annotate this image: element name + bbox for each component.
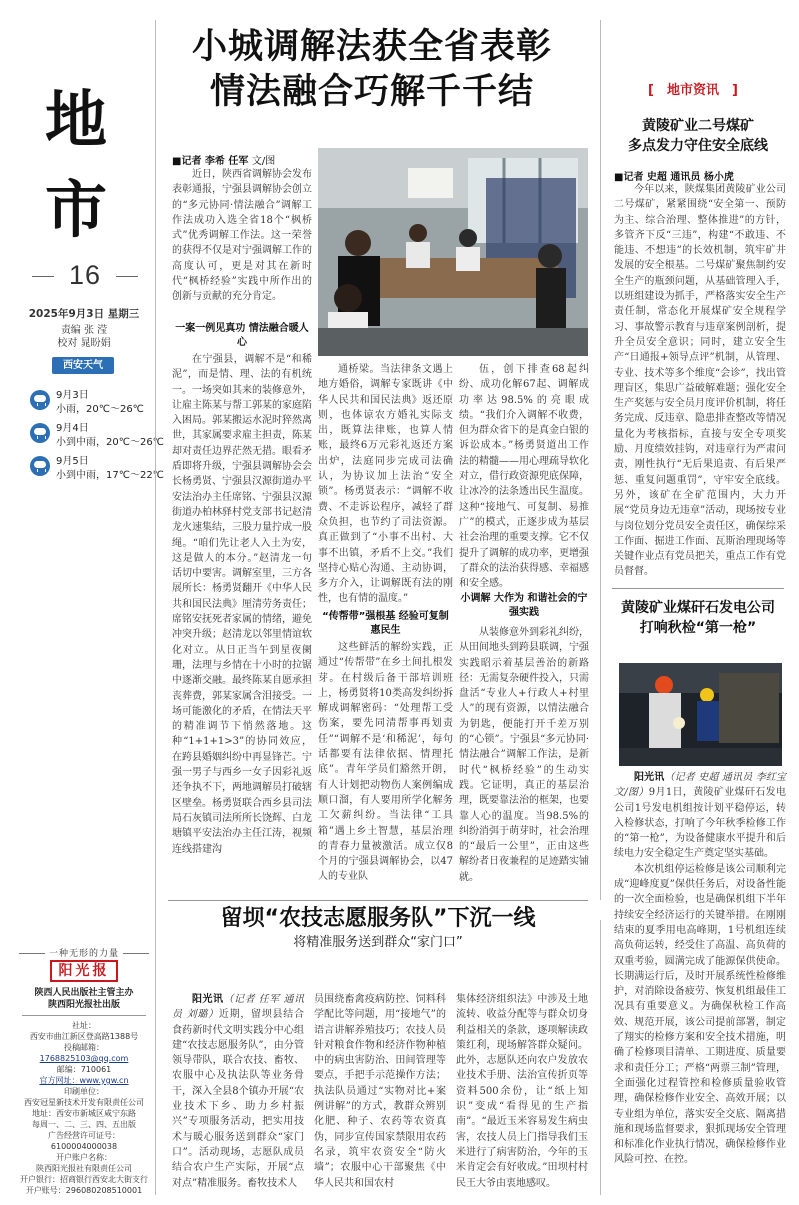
bottom-headline: 留坝“农技志愿服务队”下沉一线	[220, 906, 536, 931]
divider	[612, 588, 784, 589]
bottom-subheadline: 将精准服务送到群众“家门口”	[293, 935, 463, 950]
weather-desc: 小到中雨，17℃～22℃	[56, 470, 164, 481]
bottom-body-col1	[172, 992, 304, 1195]
proof-line: 校对 晁盼娟	[57, 338, 111, 349]
bottom-col1-text: 近期，留坝县结合食药新时代文明实践分中心组建“农技志愿服务队”，由分管领导带队，联合农技、畜牧、农服中心及执法队等业务骨干，深入全县8个镇办开展“农业技术下乡、助力乡村振兴”专项服务活动，把实用技术与暖心服务送到群众“家门口”。活动现场，志愿队成员结合农户生产实际，开展“点对点”精准服务。畜牧技术人	[172, 1009, 304, 1189]
editor-line: 责编 张 滢	[60, 325, 108, 336]
lead-subhead-3: 小调解 大作为 和谐社会的宁强实践	[460, 593, 588, 618]
imprint-line: 开户账号：296080208510001	[25, 1186, 143, 1195]
byline-reporters: ■记者 李希 任军	[172, 156, 249, 167]
news2-body: 本次机组停运检修是该公司顺利完成“迎峰度夏”保供任务后，对设备性能的一次全面检验，也是确保机组下半年持续安全经济运行的关键举措。在刚刚结束的夏季用电高峰期，1号机组连续高负荷运转，经受住了高温、高负荷的双重考验，圆满完成了能源保供使命。长期满运行后，及时开展系统性检修维护，对消除设备疲劳、恢复机组最佳工况具有重要意义。为确保秋检工作高效、规范开展，该公司提前部署，制定了翔实的检修方案和安全技术措施，明确了检修项目清单、工期进度、质量要求和责任分工；严格“两票三制”管理，全面强化过程管控和检修质量验收管理，确保检修作业安全、高效开展；以专业组为单位，落实安全交底、隔离措施和现场监督要求，狠抓现场安全管理和标准化作业执行情况，确保检修作业风险可控、在控。	[614, 863, 786, 1166]
sponsor-line: 陕西阳光报社出版	[47, 1000, 120, 1010]
weather-date: 9月4日	[56, 423, 89, 434]
imprint-line: 6100004000038	[50, 1142, 118, 1151]
rain-cloud-icon	[30, 456, 50, 476]
lead-body-col3b: 从装修意外到彩礼纠纷，从田间地头到跨县联调，宁强实践昭示着基层善治的新路径：无需复杂硬件投入，只需盘活“专业人+行政人+村里人”的现有资源，以情法融合为钥匙，便能打开千差万别的“心锁”。宁强县“多元协同·情法融合”调解工作法，是新时代“枫桥经验”的生动实践。它证明，真正的基层治理，既要靠法治的框架，也要靠人心的温度。当98.5%的纠纷消弭于萌芽时，社会治理的“最后一公里”，正由这些解纷者日夜兼程的足迹踏实铺就。	[459, 627, 589, 883]
weather-day	[30, 386, 160, 418]
rain-cloud-icon	[30, 423, 50, 443]
news1-headline-line: 黄陵矿业二号煤矿	[642, 118, 754, 134]
weather-desc: 小到中雨，20℃～26℃	[56, 437, 164, 448]
lead-body-col1: 在宁强县，调解不是“和稀泥”，而是情、理、法的有机统一。一场突如其来的装修意外，让雇主陈某与帮工郭某的家庭陷入困局。郭某搬运水泥时猝然离世，其家属要求雇主担责，陈某却对责任边界茫然无措。眼看矛盾即将升级，宁强县调解协会会长杨勇贤、宁强县汉源街道办平安法治办主任席铭、宁强县汉源街道办柏林驿村党支部书记赵清龙火速集结，三股力量拧成一股绳。“咱们先让老人入土为安，这是做人的本分。”赵清龙一句话切中要害。调解室里，三方各展所长：杨勇贤翻开《中华人民共和国民法典》厘清劳务责任；席铭安抚死者家属的情绪，避免冲突升级；赵清龙以邻里情谊软化对立。从日正当午到星夜阑珊，法理与乡情在十小时的拉锯中逐渐交融。最终陈某自愿承担丧葬费，郭某家属含泪接受。一场可能激化的矛盾，在情法天平的精准调节下悄然落地。这种“1+1+1>3”的协同效应，在跨县婚姻纠纷中再显锋芒。宁强一男子与西乡一女子因彩礼返还争执不下，两地调解员打破辖区壁垒。杨勇贤联合西乡县司法局石灰镇司法所所长饶辉、白龙塘镇平安法治办主任江涛，视频连线搭建沟	[172, 354, 312, 855]
news1-body: 今年以来，陕煤集团黄陵矿业公司二号煤矿，紧紧围绕“安全第一、预防为主、综合治理、整体推进”的方针，多管齐下反“三违”，构建“不敢违、不能违、不想违”的长效机制，筑牢矿井发展的安全根基。二号煤矿聚焦制约安全生产的瓶颈问题，从基础管理入手，以班组建设为抓手，严格落实安全生产责任制，常态化开展煤矿安全规程学习、事故警示教育与违章案例剖析，提升全员安全意识；同时，建立安全生产“日通报+领导点评”机制，从管理、专业、技术等多个维度“会诊”，找出管理盲区，集思广益破解难题；强化安全生产奖惩与安全员月度评价机制，将任务完成、反违章、隐患排查整改等情况量化为考核指标，直接与安全专项奖励、月度绩效挂钩，对违章行为严肃问责，刚性执行“无后果追责、有后果严惩、重复问题重罚”，守牢安全底线。另外，该矿在全矿范围内，大力开展“党员身边无违章”活动，现场按专业与岗位划分党员安全责任区，确保综采工作面、掘进工作面、瓦斯治理现场等关键作业点有党员把关，重点工作有党员督督。	[614, 184, 786, 578]
weather-title: 西安天气	[52, 357, 114, 374]
imprint-block	[14, 1020, 154, 1196]
imprint-line: 印刷单位：	[64, 1087, 104, 1096]
bottom-body-col2: 员围绕畜禽疫病防控、饲料科学配比等问题，用“接地气”的语言讲解养殖技巧；农技人员针对粮食作物和经济作物种植中的病虫害防治、田间管理等要点，手把手示范操作方法；执法队员通过“实物对比+案例讲解”的方式，教群众辨别化肥、种子、农药等农资真伪，同步宣传国家禁限用农药名录，筑牢农资安全“防火墙”；农服中心干部聚焦《中华人民共和国农村	[314, 994, 446, 1189]
section-title-char-1: 地	[44, 83, 107, 156]
meeting-photo-svg	[318, 148, 588, 356]
maintenance-workers-photo	[619, 663, 782, 766]
column-divider	[600, 20, 601, 900]
weather-day	[30, 452, 164, 484]
column-divider	[600, 920, 601, 1195]
publisher-slogan: 一种无形的力量	[14, 946, 154, 959]
lead-headline	[156, 25, 588, 115]
imprint-line: 广告经营许可证号：	[48, 1131, 120, 1140]
news2-byline-note: （记者 史超 通讯员 李红宝 文/图）	[614, 772, 786, 799]
divider	[22, 1015, 146, 1016]
news2-headline	[612, 598, 784, 638]
news2-headline-line: 黄陵矿业煤矸石发电公司	[621, 600, 775, 616]
news2-lead-label: 阳光讯	[634, 772, 665, 783]
news1-headline	[612, 116, 784, 156]
section-tag: [ 地市资讯 ]	[648, 80, 738, 102]
weather-date: 9月3日	[56, 390, 89, 401]
divider	[168, 900, 588, 901]
issue-date: 2025年9月3日 星期三	[28, 308, 140, 320]
news2-text	[614, 770, 786, 1190]
imprint-line: 邮编：710061	[56, 1065, 112, 1074]
bottom-body-col3: 集体经济组织法》中涉及土地流转、收益分配等与群众切身利益相关的条款，逐项解读政策红利，现场解答群众疑问。此外，志愿队还向农户发放农业技术手册、法治宣传折页等资料500余份，让“纸上知识”变成“看得见的生产指南”。“最近玉米容易发生病虫害，农技人员上门指导我们玉米进行了病害防治，今年的玉米肯定会有好收成。”田坝村村民王大爷由衷地感叹。	[456, 994, 588, 1189]
lead-subhead-1: 一案一例见真功 情法融合暖人心	[175, 323, 309, 348]
section-title-char-2: 市	[44, 173, 107, 246]
imprint-line: 西安市曲江新区登高路1388号	[29, 1032, 139, 1041]
newspaper-logo: 阳光报	[50, 960, 118, 982]
imprint-line: 地址：西安市新城区咸宁东路	[32, 1109, 136, 1118]
lead-headline-line: 情法融合巧解千千结	[209, 72, 534, 112]
imprint-line: 开户银行：招商银行西安北大街支行	[20, 1175, 148, 1184]
contact-email-link[interactable]: 1768825103@qq.com	[39, 1054, 129, 1063]
bottom-lead-label: 阳光讯	[192, 994, 224, 1005]
mediation-meeting-photo	[318, 148, 588, 356]
byline-suffix: 文/图	[251, 156, 276, 167]
lead-body-col2: 通桥梁。当法律条文遇上地方婚俗，调解专家既讲《中华人民共和国民法典》返还原则，也体谅农方婚礼实际支出，既算法律账，也算人情账，最终6万元彩礼返还方案出炉，法庭同步完成司法确认，为协议加上法治“安全锁”。杨勇贤表示：“调解不收费、不走诉讼程序，减轻了群众负担，也节约了司法资源。真正做到了“小事不出村、大事不出镇，矛盾不上交。”我们坚持心贴心沟通、主动协调，多方介入，让调解既有法的刚性，也有情的温度。”	[318, 364, 453, 605]
lead-intro: 近日，陕西省调解协会发布表彰通报，宁强县调解协会创立的“多元协同·情法融合”调解工作法成功入选全省18个“枫桥式”优秀调解工作法。这一荣誉的获得不仅是对宁强调解工作的高度认可，更是对其在新时代“枫桥经验”实践中所作出的创新与贡献的充分肯定。	[172, 169, 312, 303]
weather-day	[30, 419, 164, 451]
lead-headline-line: 小城调解法获全省表彰	[191, 27, 552, 67]
lead-body-col3: 伍，创下排查68起纠纷、成功化解67起、调解成功率达98.5%的亮眼成绩。“我们介入调解不收费，但为群众省下的是真金白银的诉讼成本。”杨勇贤道出工作法的精髓——用心理疏导软化对立，借行政资源兜底保障，让冰冷的法条透出民生温度。这种“接地气、可复制、易推广”的模式，正逐步成为基层社会治理的重要支撑。它不仅提升了调解的成功率，更增强了群众的法治获得感、幸福感和安全感。	[459, 364, 589, 590]
lead-byline	[172, 152, 314, 167]
website-link[interactable]: 官方网址：www.ygw.cn	[39, 1076, 129, 1085]
lead-body-col2b: 这些鲜活的解纷实践，正通过“传帮带”在乡土间扎根发芽。在村级后备干部培训班上，杨勇贤将10类高发纠纷拆解成调解密码：“处理帮工受伤案，要先同清帮事再划责任”“调解不是‘和稀泥’，每句话都要有法律依据、情理托底”。青年学员们豁然开朗，有人计划把动物伤人案例编成顺口溜，有人要用所学化解务工欠薪纠纷。当法律“工具箱”遇上乡土智慧，基层治理的青春力量被激活。成立仅8个月的宁强县调解协会，以47人的专业队	[318, 642, 453, 883]
sponsor-line: 陕西人民出版社主管主办	[34, 988, 134, 998]
workers-photo-svg	[619, 663, 782, 766]
imprint-line: 西安冠星新技术开发有限责任公司	[24, 1098, 144, 1107]
imprint-line: 每周一、二、三、四、五出版	[32, 1120, 136, 1129]
imprint-line: 社址：	[72, 1021, 96, 1030]
imprint-line: 开户账户名称：	[56, 1153, 112, 1162]
news2-lead: 9月1日，黄陵矿业煤矸石发电公司1号发电机组按计划平稳停运，转入检修状态，打响了今年秋季检修工作的“第一枪”，为设备健康水平提升和后续电力安全稳定生产奠定坚实基础。	[614, 787, 786, 860]
weather-date: 9月5日	[56, 456, 89, 467]
rain-cloud-icon	[30, 390, 50, 410]
weather-desc: 小雨，20℃～26℃	[56, 404, 144, 415]
imprint-line: 投稿邮箱：	[64, 1043, 104, 1052]
imprint-line: 陕西阳光报社有限责任公司	[36, 1164, 132, 1173]
page-number: 16	[30, 260, 140, 291]
lead-subhead-2: “传帮带”强根基 经验可复制惠民生	[322, 611, 449, 636]
news1-byline: ■记者 史超 通讯员 杨小虎	[614, 172, 734, 183]
news1-headline-line: 多点发力守住安全底线	[628, 138, 768, 154]
news2-headline-line: 打响秋检“第一枪”	[639, 620, 757, 636]
bottom-byline-note: （记者 任军 通讯员 刘璐）	[172, 994, 305, 1021]
column-divider	[155, 20, 156, 1195]
